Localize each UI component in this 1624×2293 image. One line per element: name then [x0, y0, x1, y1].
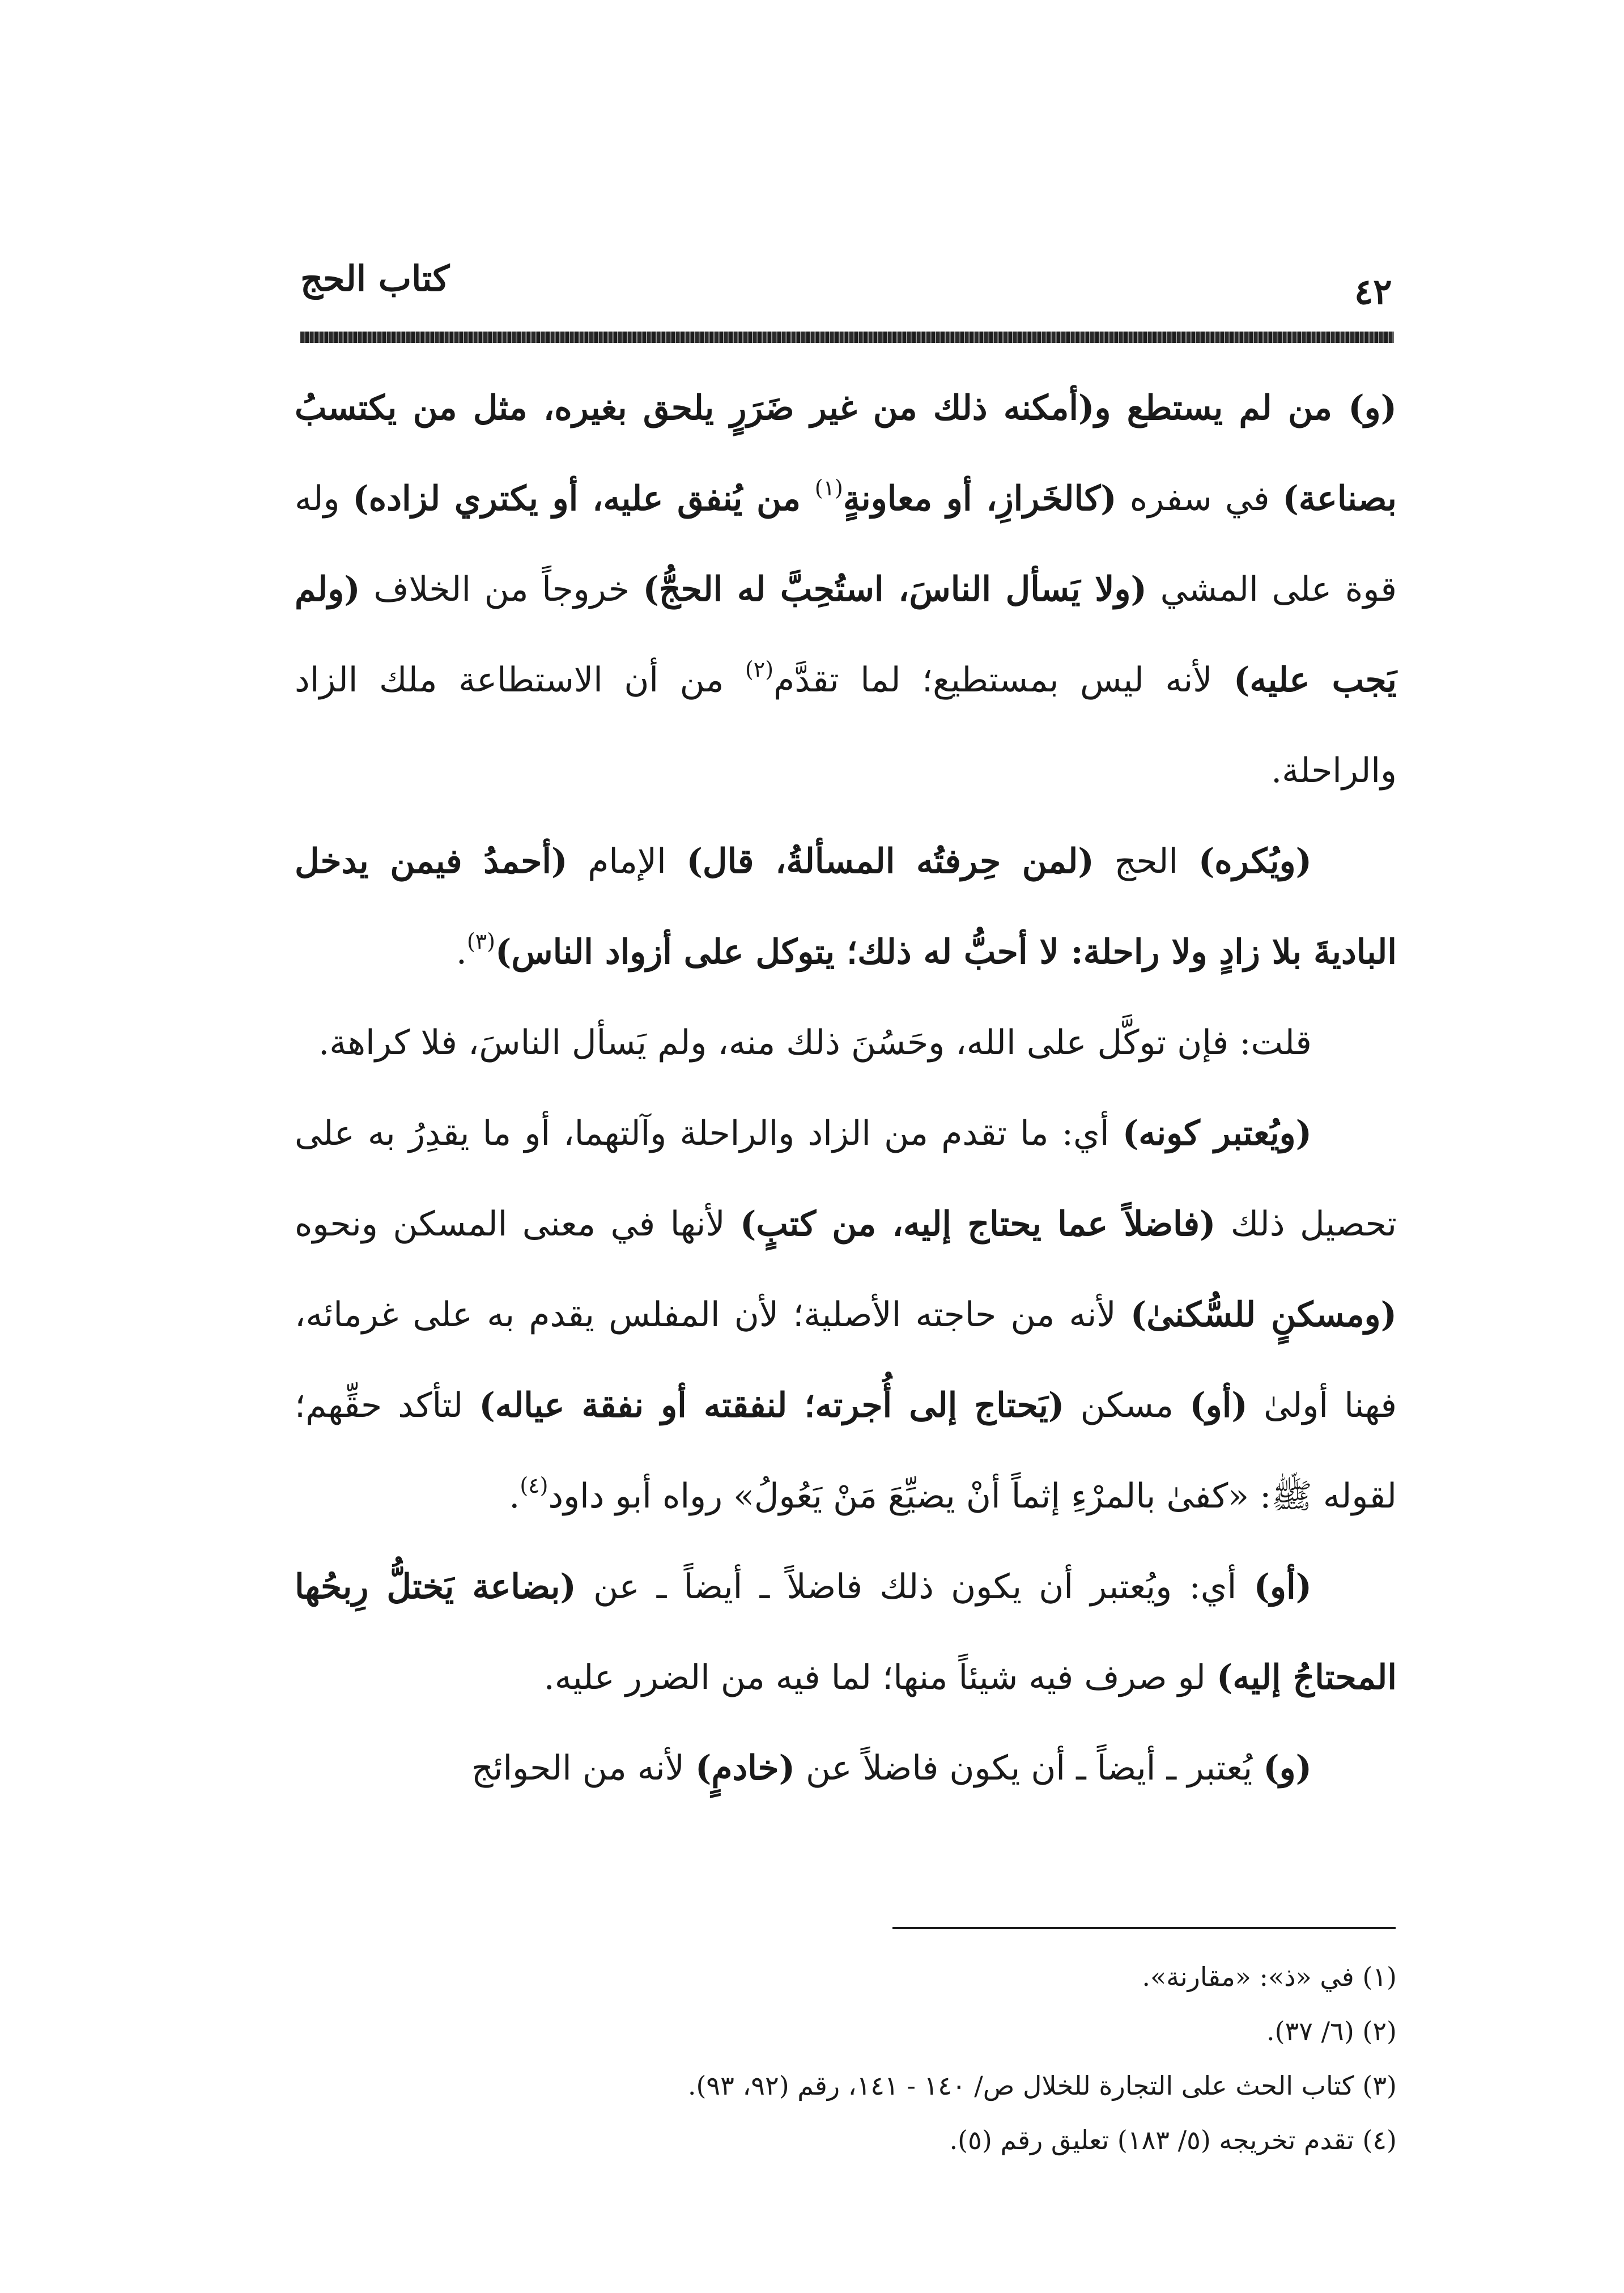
text-run: لأنه من الحوائج	[471, 1748, 695, 1788]
text-run: (و)	[1263, 1748, 1312, 1788]
footnotes	[295, 1950, 1397, 2167]
text-run: (يَحتاج إلى أُجرته؛ لنفقته أو نفقة عياله)	[479, 1386, 1065, 1425]
text-run: أي: ويُعتبر أن يكون ذلك فاضلاً ـ أيضاً ـ عن	[576, 1567, 1254, 1607]
text-run: (ومسكنٍ للسُّكنىٰ)	[1130, 1295, 1397, 1335]
text-run: (ويُكره)	[1198, 842, 1312, 881]
main-text	[295, 363, 1397, 1814]
footnote-marker: (٣)	[466, 929, 495, 954]
paragraph	[295, 363, 1397, 816]
text-run: لأنها في معنى المسكن ونحوه	[295, 1204, 741, 1244]
text-run: قلت: فإن توكَّل على الله، وحَسُنَ ذلك منه، ولم يَسأل الناسَ، فلا كراهة.	[318, 1023, 1312, 1063]
page-number: ٤٢	[1354, 271, 1392, 312]
paragraph	[295, 997, 1397, 1088]
text-run: لأنه من حاجته الأصلية؛ لأن المفلس يقدم به على غرمائه، فهنا أولىٰ	[295, 1295, 1397, 1425]
footnote-marker: (١)	[814, 475, 843, 500]
footnote-marker: (٢)	[745, 657, 774, 682]
text-run: لو صرف فيه شيئاً منها؛ لما فيه من الضرر عليه.	[543, 1658, 1217, 1697]
text-run: يُعتبر ـ أيضاً ـ أن يكون فاضلاً عن	[794, 1748, 1264, 1788]
footnote: (٢) (٦/ ٣٧).	[1266, 2016, 1397, 2046]
paragraph	[295, 816, 1397, 997]
text-run: من أن الاستطاعة ملك الزاد والراحلة.	[295, 660, 1397, 791]
text-run: (أمكنه ذلك من غير ضَرَرٍ يلحق بغيره، مثل من يكتسبُ بصناعة)	[295, 388, 1397, 519]
text-run: (لمن حِرفتُه المسألةُ، قال)	[686, 842, 1094, 881]
text-run: (أو)	[1189, 1386, 1248, 1425]
text-run: (بضاعة يَختلُّ رِبحُها المحتاجُ إليه)	[295, 1567, 1397, 1697]
text-run: في سفره	[1116, 479, 1283, 519]
paragraph	[295, 1723, 1397, 1814]
text-run: (ولم يَجب عليه)	[295, 570, 1397, 700]
text-run: .	[509, 1476, 520, 1516]
paragraph	[295, 1088, 1397, 1542]
text-run: لتأكد حقِّهم؛ لقوله ﷺ: «كفىٰ بالمرْءِ إثماً أنْ يضيِّعَ مَنْ يَعُولُ» رواه أبو داود	[295, 1386, 1397, 1516]
footnote-separator	[892, 1927, 1396, 1929]
text-run: خروجاً من الخلاف	[360, 570, 643, 609]
text-run: الحج	[1094, 842, 1198, 881]
text-run: (أو)	[1253, 1567, 1312, 1607]
footnote: (٣) كتاب الحث على التجارة للخلال ص/ ١٤٠ - ١٤١، رقم (٩٢، ٩٣).	[687, 2070, 1397, 2101]
paragraph	[295, 1542, 1397, 1723]
text-run: (و) من لم يستطع و	[1094, 388, 1397, 428]
header-rule	[300, 332, 1394, 343]
text-run: (ويُعتبر كونه)	[1122, 1114, 1312, 1153]
footnote: (١) في «ذ»: «مقارنة».	[1142, 1961, 1397, 1992]
text-run: (أحمدُ فيمن يدخل الباديةَ بلا زادٍ ولا راحلة: لا أحبُّ له ذلك؛ يتوكل على أزواد الناس)	[295, 842, 1397, 972]
text-run: الإمام	[567, 842, 687, 881]
text-run: لأنه ليس بمستطيع؛ لما تقدَّم	[773, 660, 1234, 700]
text-run: من يُنفق عليه، أو يكتري لزاده)	[352, 479, 815, 519]
text-run: أي: ما تقدم من الزاد والراحلة وآلتهما، أو ما يقدِرُ به على تحصيل ذلك	[295, 1114, 1397, 1244]
running-head-title: كتاب الحج	[300, 258, 450, 299]
text-run: (خادمٍ)	[695, 1748, 795, 1788]
text-run: مسكن	[1064, 1386, 1190, 1425]
footnote: (٤) تقدم تخريجه (٥/ ١٨٣) تعليق رقم (٥).	[949, 2125, 1397, 2155]
text-run: (فاضلاً عما يحتاج إليه، من كتبٍ)	[740, 1204, 1216, 1244]
text-run: (ولا يَسأل الناسَ، استُحِبَّ له الحجُّ)	[643, 570, 1147, 609]
text-run: (كالخَرازِ، أو معاونةٍ	[843, 479, 1117, 519]
text-run: .	[456, 932, 467, 972]
text-run: وله قوة على المشي	[295, 479, 1397, 609]
footnote-marker: (٤)	[520, 1473, 549, 1498]
